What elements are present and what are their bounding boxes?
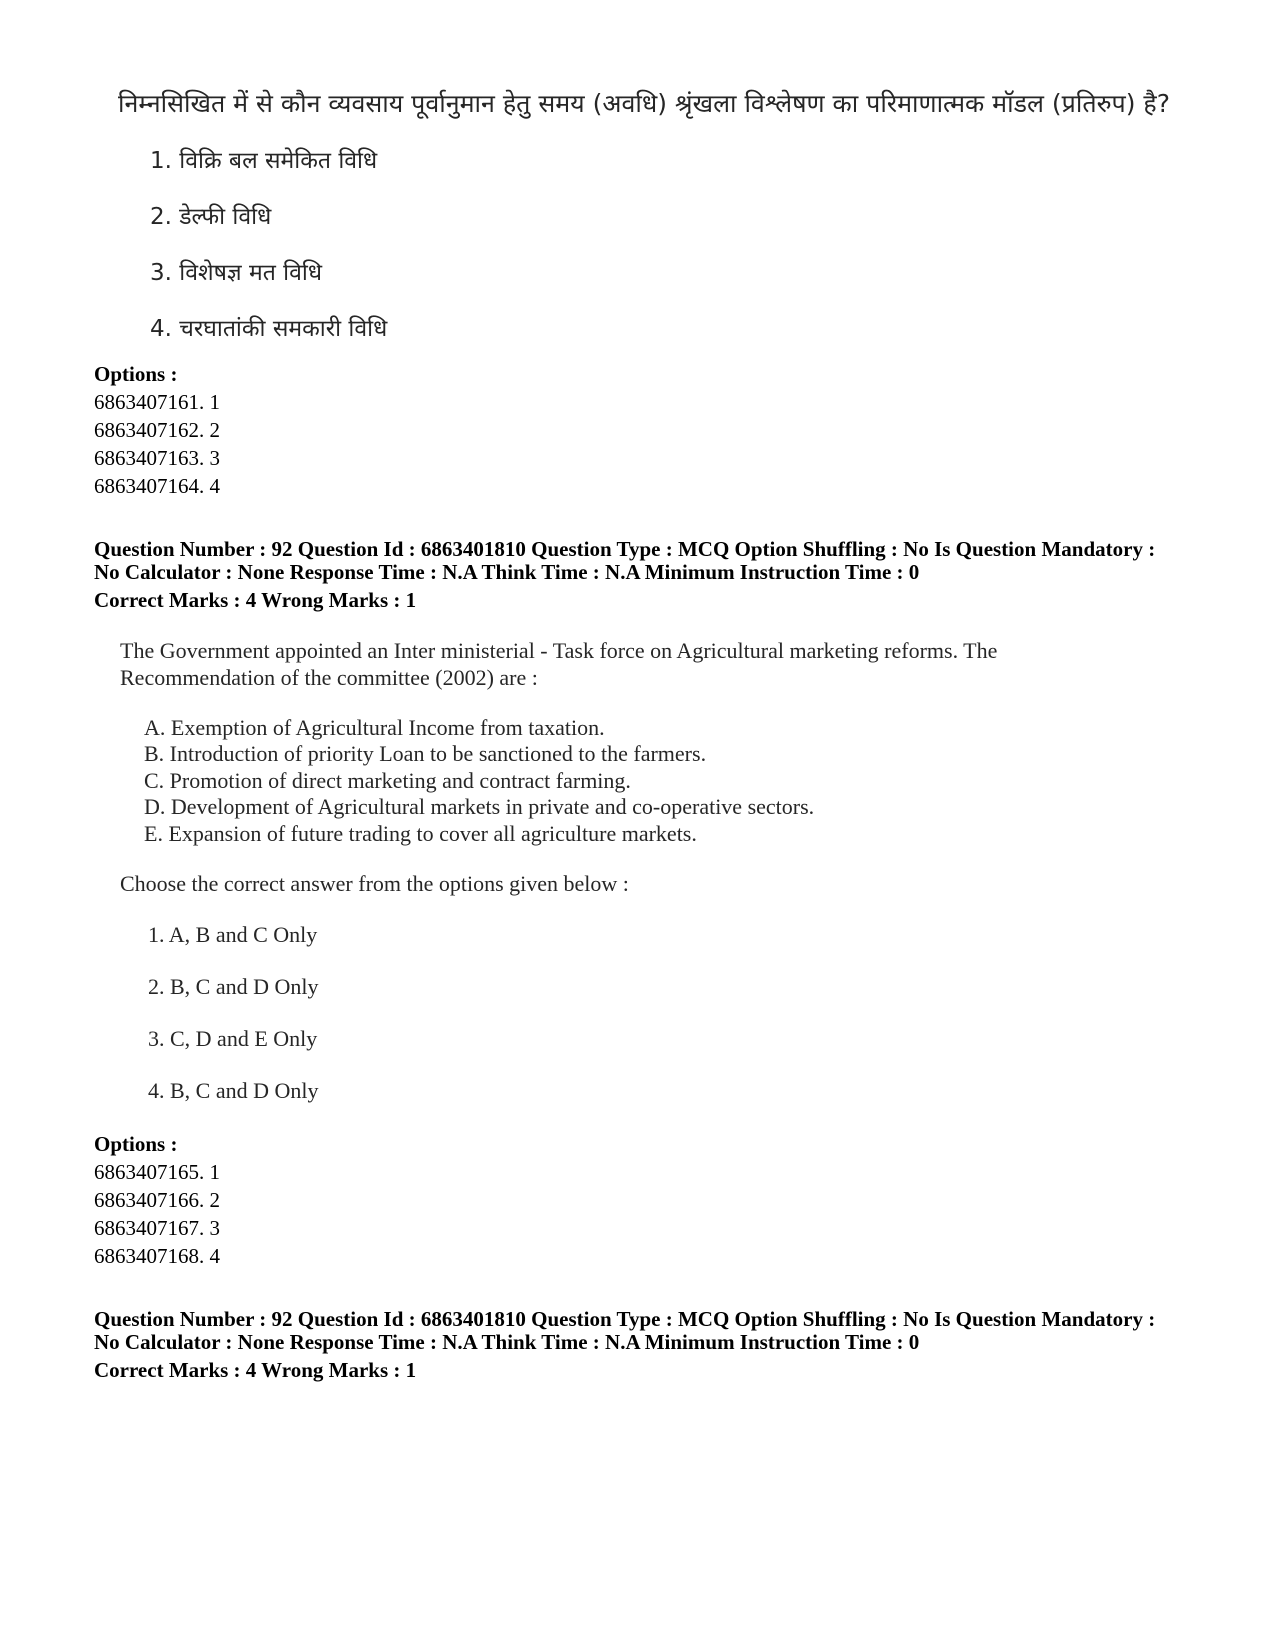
- statement-item: A. Exemption of Agricultural Income from taxation.: [144, 715, 605, 740]
- question-meta-line: No Calculator : None Response Time : N.A Think Time : N.A Minimum Instruction Time : 0: [94, 1330, 920, 1354]
- option-line: 6863407165. 1: [94, 1160, 220, 1184]
- statement-item: E. Expansion of future trading to cover all agriculture markets.: [144, 821, 697, 846]
- choice-item: 1. विक्रि बल समेकित विधि: [150, 148, 378, 174]
- option-line: 6863407161. 1: [94, 390, 220, 414]
- options-label: Options :: [94, 1132, 178, 1156]
- choice-item: 4. चरघातांकी समकारी विधि: [150, 316, 388, 342]
- question-intro: Recommendation of the committee (2002) are :: [120, 665, 538, 690]
- question-meta-line: Question Number : 92 Question Id : 6863401810 Question Type : MCQ Option Shuffling : No Is Question Mandatory :: [94, 1307, 1156, 1331]
- option-line: 6863407168. 4: [94, 1244, 220, 1268]
- option-line: 6863407166. 2: [94, 1188, 220, 1212]
- marks-line: Correct Marks : 4 Wrong Marks : 1: [94, 588, 417, 612]
- statement-item: C. Promotion of direct marketing and contract farming.: [144, 768, 631, 793]
- option-line: 6863407163. 3: [94, 446, 220, 470]
- choice-item: 3. C, D and E Only: [148, 1026, 318, 1051]
- choice-item: 3. विशेषज्ञ मत विधि: [150, 260, 323, 286]
- marks-line: Correct Marks : 4 Wrong Marks : 1: [94, 1358, 417, 1382]
- option-line: 6863407167. 3: [94, 1216, 220, 1240]
- question-text: निम्नसिखित में से कौन व्यवसाय पूर्वानुमान हेतु समय (अवधि) श्रृंखला विश्लेषण का परिमाणात्मक मॉडल (प्रतिरुप) है?: [118, 89, 1170, 118]
- statement-item: D. Development of Agricultural markets in private and co-operative sectors.: [144, 794, 815, 819]
- question-intro: The Government appointed an Inter ministerial - Task force on Agricultural marketing reforms. The: [120, 638, 998, 663]
- choice-item: 2. डेल्फी विधि: [150, 204, 272, 230]
- choice-item: 2. B, C and D Only: [148, 974, 319, 999]
- answer-prompt: Choose the correct answer from the options given below :: [120, 871, 629, 896]
- choice-item: 4. B, C and D Only: [148, 1078, 319, 1103]
- choice-item: 1. A, B and C Only: [148, 922, 318, 947]
- option-line: 6863407164. 4: [94, 474, 220, 498]
- statement-item: B. Introduction of priority Loan to be sanctioned to the farmers.: [144, 741, 707, 766]
- question-meta-line: No Calculator : None Response Time : N.A Think Time : N.A Minimum Instruction Time : 0: [94, 560, 920, 584]
- option-line: 6863407162. 2: [94, 418, 220, 442]
- options-label: Options :: [94, 362, 178, 386]
- question-meta-line: Question Number : 92 Question Id : 6863401810 Question Type : MCQ Option Shuffling : No Is Question Mandatory :: [94, 537, 1156, 561]
